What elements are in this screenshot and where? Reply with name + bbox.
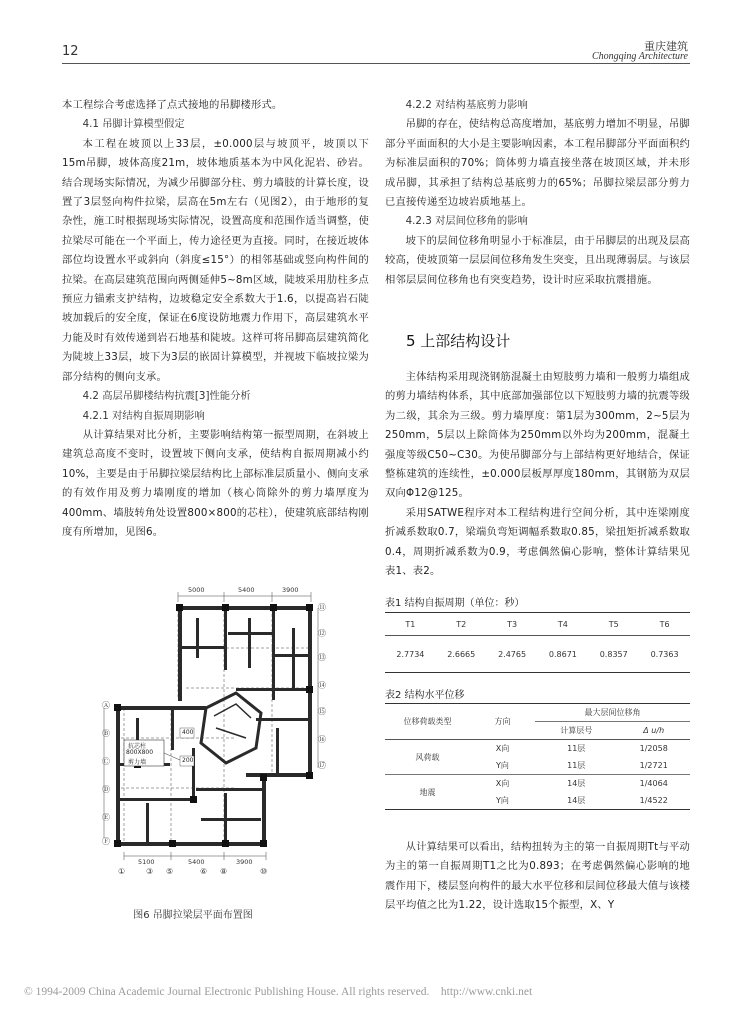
label-core-col: 抗芯柱 (128, 743, 147, 750)
dim-top-3: 3900 (282, 586, 299, 594)
t2-row1-ratio: 1/2058 (639, 744, 668, 753)
t1-header-3: T3 (507, 619, 518, 629)
axis-right-1: ⑪ (318, 603, 326, 612)
axis-left-4: Ⓓ (102, 785, 110, 794)
left-column (62, 96, 369, 542)
section-4-2-1-body: 从计算结果对比分析，主要影响结构第一振型周期，在斜坡上建筑总高度不变时，设置坡下侧向支承，使结构自振周期减小约10%，主要是由于吊脚拉梁层结构比上部标准层质量小、侧向支承的有效作用及剪力墙刚度的增加（核心筒除外的剪力墙厚度为400mm、墙肢转角处设置800×800的芯柱），使建筑底部结构刚度有所增加，见图6。 (62, 428, 369, 538)
t1-header-4: T4 (557, 619, 568, 629)
t2-row1-dir: X向 (495, 744, 510, 753)
t2-row4-dir: Y向 (496, 796, 509, 805)
header-rule (62, 63, 690, 64)
table-1-title: 表1 结构自振周期（单位：秒） (385, 598, 525, 609)
floor-plan-drawing (96, 588, 328, 878)
section-4-2-2-title: 4.2.2 对结构基底剪力影响 (405, 99, 528, 111)
table-2 (385, 703, 690, 810)
t2-row3-floor: 14层 (567, 779, 586, 788)
t2-header-group: 最大层间位移角 (535, 704, 690, 722)
t1-value-5: 0.8357 (599, 649, 628, 659)
section-5-title: 5 上部结构设计 (406, 332, 511, 350)
section-4-1-body: 本工程在坡顶以上33层，±0.000层与坡顶平，坡顶以下15m吊脚，坡体高度21m，坡体地质基本为中风化泥岩、砂岩。结合现场实际情况，为减少吊脚部分柱、剪力墙肢的计算长度，设置了3层竖向构件拉梁，层高在5m左右（见图2），由于地形的复杂性，施工时根据现场实际情况，设置高度和范围作适当调整，使拉梁尽可能在一个平面上，传力途径更为直接。同时，在接近坡体部位均设置水平或斜向（斜度≤15°）的相邻基础或竖向构件间的拉梁。在高层建筑范围向两侧延伸5~8m区域，陡坡采用肋柱多点预应力锚索支护结构，边坡稳定安全系数大于1.6，以提高岩石陡坡加载后的安全度，保证在6度设防地震力作用下，高层建筑水平力能及时有效传递到岩石地基和陡坡。这样可将吊脚高层建筑简化为陡坡上33层，坡下为3层的嵌固计算模型，并视坡下临坡拉梁为部分结构的侧向支承。 (62, 137, 369, 383)
label-w400: 400 (182, 729, 194, 736)
section-4-2-3-title: 4.2.3 对层间位移角的影响 (405, 215, 528, 228)
t2-header-ratio: Δ u/h (643, 726, 665, 735)
t1-value-4: 0.8671 (548, 649, 577, 659)
t2-row2-dir: Y向 (496, 761, 509, 770)
axis-bottom-1: ① (118, 867, 126, 876)
t2-row4-floor: 14层 (567, 796, 586, 805)
axis-bottom-4: ⑥ (200, 867, 208, 876)
section-5-para-1: 主体结构采用现浇钢筋混凝土由短肢剪力墙和一般剪力墙组成的剪力墙结构体系，其中底部加强部位以下短肢剪力墙的抗震等级为二级，其余为三级。剪力墙厚度：第1层为300mm，2~5层为250mm，5层以上除筒体为250mm以外均为200mm，混凝土强度等级C50~C30。为使吊脚部分与上部结构更好地结合，保证整栋建筑的连续性，±0.000层板厚厚度180mm，其钢筋为双层双向Φ12@125。 (385, 371, 690, 500)
figure-6-caption: 图6 吊脚拉梁层平面布置图 (133, 910, 253, 921)
figure-6 (96, 588, 328, 878)
axis-left-6: Ⓕ (102, 837, 110, 846)
final-paragraph: 从计算结果可以看出，结构扭转为主的第一自振周期Tt与平动为主的第一自振周期T1之比为0.893；在考虑偶然偏心影响的地震作用下，楼层竖向构件的最大水平位移和层间位移最大值与该楼层平均值之比为1.22，设计选取15个振型，X、Y (385, 841, 690, 912)
label-core-size: 800X800 (126, 749, 154, 756)
section-4-2-3-body: 坡下的层间位移角明显小于标准层，由于吊脚层的出现及层高较高，使坡顶第一层层间位移角发生突变，且出现薄弱层。与该层相邻层层间位移角也有突变趋势，设计时应采取抗震措施。 (385, 234, 690, 286)
section-4-2-2-body: 吊脚的存在，使结构总高度增加，基底剪力增加不明显，吊脚部分平面面积的大小是主要影响因素，本工程吊脚部分平面面积约为标准层面积的70%；筒体剪力墙直接坐落在坡顶区域，并未形成吊脚，其承担了结构总基底剪力的65%；吊脚拉梁层部分剪力已直接传递至边坡岩质地基上。 (385, 118, 690, 209)
table-1 (385, 612, 690, 673)
label-shear-wall: 剪力墙 (128, 759, 147, 766)
axis-bottom-2: ③ (146, 867, 154, 876)
section-5-para-2: 采用SATWE程序对本工程结构进行空间分析，其中连梁刚度折减系数取0.7，梁端负弯矩调幅系数取0.85，梁扭矩折减系数取0.4，周期折减系数为0.9，考虑偶然偏心影响，整体计算结果见表1、表2。 (385, 506, 690, 578)
t2-row2-ratio: 1/2721 (639, 761, 668, 770)
copyright-footer: © 1994-2009 China Academic Journal Electronic Publishing House. All rights reserved. http://www.cnki.net (24, 986, 533, 998)
t2-row3-dir: X向 (495, 779, 510, 788)
t2-load-quake: 地震 (419, 787, 436, 797)
t1-value-2: 2.6665 (447, 649, 476, 659)
dim-top-1: 5000 (188, 586, 205, 594)
right-column (385, 96, 690, 290)
dim-bottom-1: 5100 (138, 858, 155, 866)
t1-header-5: T5 (608, 619, 619, 629)
section-5-body (385, 368, 690, 581)
t1-value-1: 2.7734 (396, 649, 425, 659)
t1-header-1: T1 (405, 619, 416, 629)
t2-load-wind: 风荷载 (385, 740, 470, 775)
intro-text: 本工程综合考虑选择了点式接地的吊脚楼形式。 (62, 99, 283, 111)
t2-row1-floor: 11层 (567, 744, 586, 753)
axis-bottom-6: ⑩ (260, 867, 268, 876)
t1-header-6: T6 (659, 619, 670, 629)
journal-name-cn: 重庆建筑 (644, 40, 688, 53)
axis-right-2: ⑫ (318, 629, 326, 638)
axis-left-1: Ⓐ (102, 701, 110, 710)
axis-left-2: Ⓑ (102, 729, 110, 738)
t1-value-6: 0.7363 (650, 649, 679, 659)
t1-header-2: T2 (456, 619, 467, 629)
dim-bottom-2: 5400 (188, 858, 205, 866)
section-4-1-title: 4.1 吊脚计算模型假定 (82, 118, 185, 131)
table-2-title: 表2 结构水平位移 (385, 690, 465, 701)
axis-bottom-5: ⑧ (220, 867, 228, 876)
section-4-2-1-title: 4.2.1 对结构自振周期影响 (82, 409, 205, 422)
page-header (0, 0, 749, 70)
t2-row4-ratio: 1/4522 (639, 796, 668, 805)
axis-right-6: ⑯ (318, 735, 326, 744)
t2-header-direction: 方向 (470, 704, 535, 740)
page-number: 12 (62, 44, 79, 59)
section-4-2-title: 4.2 高层吊脚楼结构抗震[3]性能分析 (82, 390, 251, 403)
dim-top-2: 5400 (238, 586, 255, 594)
axis-left-5: Ⓔ (102, 813, 110, 822)
axis-right-7: ⑰ (318, 761, 326, 770)
axis-left-3: Ⓒ (102, 757, 110, 766)
t2-header-floor: 计算层号 (560, 726, 593, 735)
journal-name-en: Chongqing Architecture (591, 51, 688, 62)
t2-row2-floor: 11层 (567, 761, 586, 770)
axis-right-5: ⑮ (318, 707, 326, 716)
axis-right-4: ⑭ (318, 681, 326, 690)
t2-header-load: 位移荷载类型 (385, 704, 470, 740)
label-w200: 200 (182, 757, 194, 764)
axis-bottom-3: ⑤ (166, 867, 174, 876)
dim-bottom-3: 3900 (236, 858, 253, 866)
t1-value-3: 2.4765 (498, 649, 527, 659)
axis-right-3: ⑬ (318, 653, 326, 662)
t2-row3-ratio: 1/4064 (639, 779, 668, 788)
